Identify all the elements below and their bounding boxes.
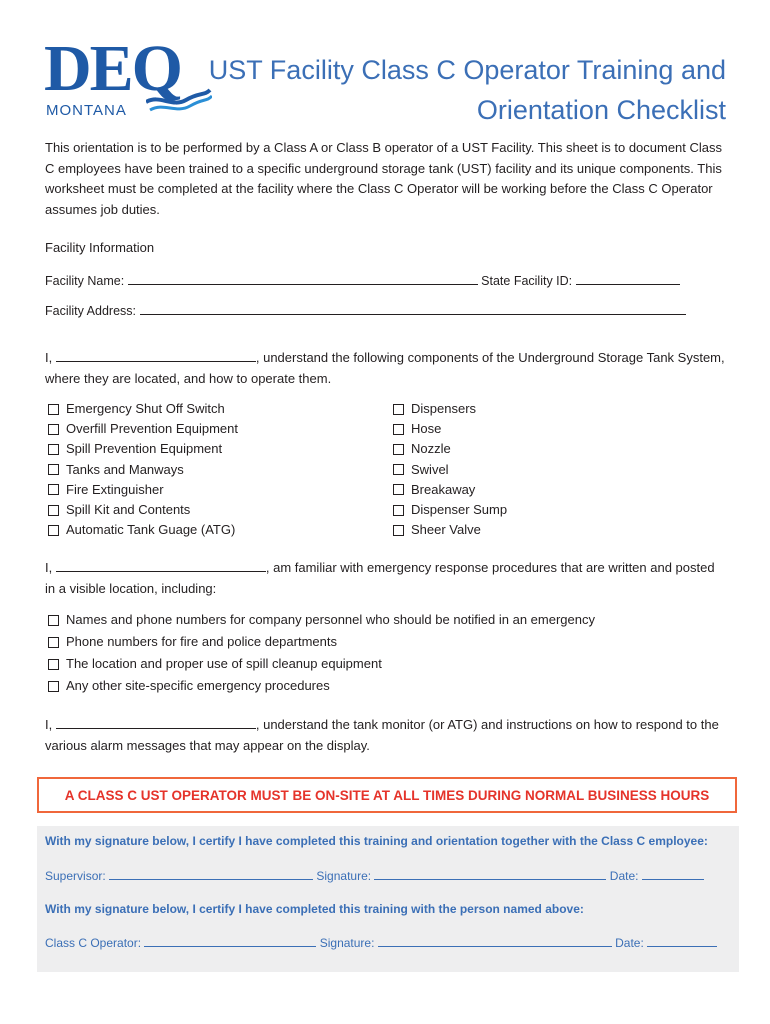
name-field-1[interactable]: [56, 349, 256, 362]
supervisor-label: Supervisor:: [45, 869, 106, 883]
checkbox[interactable]: [393, 404, 404, 415]
list-item[interactable]: Names and phone numbers for company personnel who should be notified in an emergency: [45, 609, 595, 631]
facility-heading: Facility Information: [45, 240, 155, 255]
list-item[interactable]: Any other site-specific emergency procedures: [45, 675, 595, 697]
checkbox[interactable]: [393, 525, 404, 536]
checkbox[interactable]: [48, 404, 59, 415]
name-field-3[interactable]: [56, 716, 256, 729]
signature-label: Signature:: [319, 936, 375, 950]
state-facility-id-field[interactable]: [576, 272, 680, 285]
state-facility-id-label: State Facility ID:: [481, 274, 573, 288]
operator-signature-field[interactable]: [378, 935, 612, 947]
list-item[interactable]: Overfill Prevention Equipment: [45, 419, 238, 439]
checkbox[interactable]: [393, 505, 404, 516]
checkbox[interactable]: [48, 464, 59, 475]
logo-wordmark: DEQ: [44, 32, 182, 105]
statement-prefix: I,: [45, 560, 53, 575]
facility-address-label: Facility Address:: [45, 304, 137, 318]
intro-paragraph: This orientation is to be performed by a Class A or Class B operator of a UST Facility. This sheet is to document Class C employees have been trained to a specific underground storage tank (UST) facility and its unique components. This worksheet must be completed at the facility where the Class C Operator will be working before the Class C Operator assumes job duties.: [45, 140, 723, 217]
checkbox[interactable]: [48, 637, 59, 648]
operator-date-field[interactable]: [647, 935, 717, 947]
checkbox[interactable]: [48, 444, 59, 455]
facility-name-field[interactable]: [128, 272, 478, 285]
components-list-right: [390, 399, 507, 540]
statement-prefix: I,: [45, 717, 53, 732]
operator-label: Class C Operator:: [45, 936, 142, 950]
list-item[interactable]: Dispenser Sump: [390, 500, 507, 520]
date-label: Date:: [615, 936, 644, 950]
list-item[interactable]: Spill Prevention Equipment: [45, 439, 238, 459]
checkbox[interactable]: [48, 525, 59, 536]
operator-certify-statement: With my signature below, I certify I have completed this training with the person named above:: [45, 902, 584, 916]
supervisor-name-field[interactable]: [109, 868, 313, 880]
page-title: UST Facility Class C Operator Training and Orientation Checklist: [208, 55, 726, 125]
checkbox[interactable]: [393, 484, 404, 495]
date-label: Date:: [609, 869, 639, 883]
checkbox[interactable]: [48, 484, 59, 495]
checkbox[interactable]: [48, 681, 59, 692]
checkbox[interactable]: [393, 444, 404, 455]
wave-icon: [146, 88, 212, 114]
operator-name-field[interactable]: [144, 935, 316, 947]
list-item[interactable]: Emergency Shut Off Switch: [45, 399, 238, 419]
checkbox[interactable]: [48, 659, 59, 670]
statement-text: , understand the tank monitor (or ATG) and instructions on how to respond to the various alarm messages that may appear on the display.: [45, 717, 719, 753]
list-item[interactable]: Spill Kit and Contents: [45, 500, 238, 520]
list-item[interactable]: Fire Extinguisher: [45, 480, 238, 500]
list-item[interactable]: Sheer Valve: [390, 520, 507, 540]
logo-subtext: MONTANA: [46, 102, 127, 119]
components-list-left: [45, 399, 238, 540]
onsite-warning-banner: A CLASS C UST OPERATOR MUST BE ON-SITE AT ALL TIMES DURING NORMAL BUSINESS HOURS: [37, 777, 737, 813]
checkbox[interactable]: [48, 615, 59, 626]
list-item[interactable]: Breakaway: [390, 480, 507, 500]
emergency-list: [45, 609, 595, 697]
statement-prefix: I,: [45, 350, 53, 365]
facility-name-row: [45, 272, 680, 288]
checkbox[interactable]: [393, 424, 404, 435]
deq-montana-logo: [44, 32, 214, 132]
statement-atg: [45, 715, 725, 756]
supervisor-certify-statement: With my signature below, I certify I have completed this training and orientation together with the Class C employee:: [45, 834, 708, 848]
name-field-2[interactable]: [56, 559, 266, 572]
checkbox[interactable]: [48, 424, 59, 435]
statement-text: , understand the following components of the Underground Storage Tank System, where they are located, and how to operate them.: [45, 350, 725, 386]
certification-box: [37, 826, 739, 972]
list-item[interactable]: Nozzle: [390, 439, 507, 459]
statement-emergency: [45, 558, 725, 599]
checkbox[interactable]: [48, 505, 59, 516]
supervisor-date-field[interactable]: [642, 868, 704, 880]
list-item[interactable]: Tanks and Manways: [45, 460, 238, 480]
list-item[interactable]: Phone numbers for fire and police departments: [45, 631, 595, 653]
checkbox[interactable]: [393, 464, 404, 475]
facility-address-row: [45, 302, 686, 318]
supervisor-signature-row: [45, 868, 704, 883]
statement-components: [45, 348, 725, 389]
facility-name-label: Facility Name:: [45, 274, 125, 288]
operator-signature-row: [45, 935, 717, 950]
signature-label: Signature:: [316, 869, 372, 883]
list-item[interactable]: Dispensers: [390, 399, 507, 419]
list-item[interactable]: The location and proper use of spill cleanup equipment: [45, 653, 595, 675]
list-item[interactable]: Swivel: [390, 460, 507, 480]
list-item[interactable]: Hose: [390, 419, 507, 439]
list-item[interactable]: Automatic Tank Guage (ATG): [45, 520, 238, 540]
statement-text: , am familiar with emergency response procedures that are written and posted in a visible location, including:: [45, 560, 715, 596]
supervisor-signature-field[interactable]: [374, 868, 606, 880]
facility-address-field[interactable]: [140, 302, 686, 315]
